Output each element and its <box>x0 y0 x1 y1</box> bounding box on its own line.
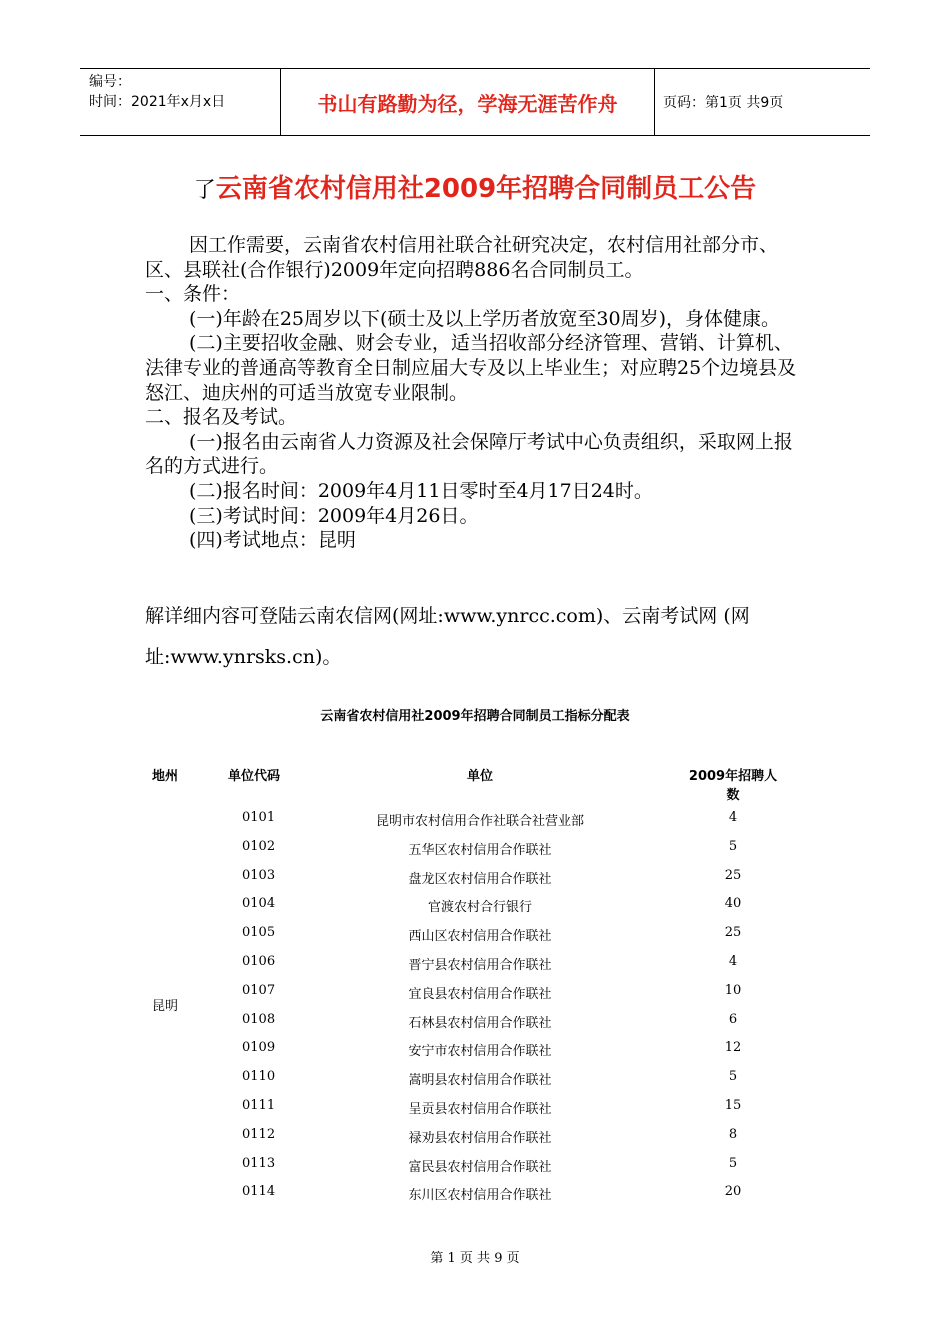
unit-name-cell: 昆明市农村信用合作社联合社营业部 <box>375 814 584 829</box>
recruit-count-cell: 10 <box>724 982 742 998</box>
recruit-count-cell: 25 <box>724 867 742 883</box>
table-row <box>0 1038 950 1067</box>
unit-code-cell: 0109 <box>242 1040 276 1056</box>
table-title: 云南省农村信用社2009年招聘合同制员工指标分配表 <box>320 709 630 724</box>
section-conditions: 一、条件： <box>145 283 241 306</box>
table-row <box>0 837 950 866</box>
recruit-count-cell: 40 <box>724 896 742 912</box>
table-row <box>0 1067 950 1096</box>
table-row <box>0 1182 950 1211</box>
table-row <box>0 923 950 952</box>
recruit-count-cell: 20 <box>724 1184 742 1200</box>
table-row <box>0 808 950 837</box>
recruit-count-cell: 5 <box>728 1155 738 1171</box>
recruit-count-cell: 15 <box>724 1097 742 1113</box>
table-row <box>0 894 950 923</box>
unit-code-cell: 0112 <box>242 1126 276 1142</box>
table-row <box>0 1154 950 1183</box>
announcement-body <box>145 233 810 553</box>
unit-name-cell: 呈贡县农村信用合作联社 <box>408 1101 552 1117</box>
table-row <box>0 866 950 895</box>
page-footer: 第 1 页 共 9 页 <box>430 1251 520 1266</box>
website-note <box>145 596 825 678</box>
table-header-count: 2009年招聘人数 <box>688 769 778 803</box>
unit-code-cell: 0114 <box>242 1184 276 1200</box>
unit-code-cell: 0113 <box>242 1155 276 1171</box>
paragraph-exam-location: (四)考试地点：昆明 <box>189 529 356 552</box>
recruit-count-cell: 8 <box>728 1126 738 1142</box>
table-row <box>0 1096 950 1125</box>
unit-name-cell: 禄劝县农村信用合作联社 <box>408 1130 552 1146</box>
unit-name-cell: 盘龙区农村信用合作联社 <box>408 871 552 887</box>
header-info-cell <box>80 69 281 135</box>
table-row <box>0 1125 950 1154</box>
recruit-count-cell: 25 <box>724 925 742 941</box>
header-page-info: 页码：第1页 共9页 <box>663 95 784 111</box>
unit-code-cell: 0103 <box>242 867 276 883</box>
recruit-count-cell: 4 <box>728 810 738 825</box>
unit-name-cell: 东川区农村信用合作联社 <box>408 1188 552 1204</box>
document-title <box>0 168 950 205</box>
title-prefix: 了 <box>193 178 216 203</box>
document-number-label: 编号： <box>89 74 131 90</box>
table-header-region: 地州 <box>152 769 179 784</box>
table-header-code: 单位代码 <box>228 769 281 784</box>
unit-code-cell: 0107 <box>242 982 276 998</box>
recruit-count-cell: 5 <box>728 838 738 854</box>
paragraph-intro: 因工作需要，云南省农村信用社联合社研究决定，农村信用社部分市、区、县联社(合作银行)2009年定向招聘886名合同制员工。 <box>145 234 779 281</box>
section-registration: 二、报名及考试。 <box>145 406 298 429</box>
table-body <box>0 808 950 1211</box>
unit-code-cell: 0108 <box>242 1011 276 1027</box>
unit-code-cell: 0102 <box>242 838 276 854</box>
unit-code-cell: 0111 <box>242 1097 276 1113</box>
unit-name-cell: 五华区农村信用合作联社 <box>408 842 552 858</box>
unit-name-cell: 西山区农村信用合作联社 <box>408 929 552 945</box>
website-note-line1: 解详细内容可登陆云南农信网(网址:www.ynrcc.com)、云南考试网 (网 <box>145 605 750 627</box>
unit-code-cell: 0104 <box>242 896 276 912</box>
table-row <box>0 1010 950 1039</box>
document-time-label: 时间：2021年x月x日 <box>89 94 226 110</box>
recruit-count-cell: 12 <box>724 1040 742 1056</box>
recruit-count-cell: 4 <box>728 953 738 969</box>
unit-name-cell: 富民县农村信用合作联社 <box>408 1159 552 1175</box>
table-row <box>0 952 950 981</box>
unit-name-cell: 嵩明县农村信用合作联社 <box>408 1073 552 1089</box>
unit-code-cell: 0106 <box>242 953 276 969</box>
website-note-line2: 址:www.ynrsks.cn)。 <box>145 646 342 668</box>
header-table <box>80 68 870 136</box>
unit-code-cell: 0101 <box>242 810 276 825</box>
unit-name-cell: 官渡农村合行银行 <box>427 900 532 916</box>
unit-code-cell: 0110 <box>242 1069 276 1085</box>
paragraph-exam-time: (三)考试时间：2009年4月26日。 <box>189 504 479 527</box>
unit-name-cell: 安宁市农村信用合作联社 <box>408 1044 552 1060</box>
header-motto: 书山有路勤为径，学海无涯苦作舟 <box>281 69 655 135</box>
table-region-cell: 昆明 <box>152 999 179 1014</box>
table-row <box>0 981 950 1010</box>
unit-name-cell: 石林县农村信用合作联社 <box>408 1015 552 1031</box>
recruit-count-cell: 5 <box>728 1069 738 1085</box>
recruit-count-cell: 6 <box>728 1011 738 1027</box>
title-text: 云南省农村信用社2009年招聘合同制员工公告 <box>215 174 757 204</box>
unit-name-cell: 宜良县农村信用合作联社 <box>408 986 552 1002</box>
paragraph-major: (二)主要招收金融、财会专业，适当招收部分经济管理、营销、计算机、法律专业的普通高等教育全日制应届大专及以上毕业生；对应聘25个边境县及怒江、迪庆州的可适当放宽专业限制。 <box>145 332 797 404</box>
table-header-unit: 单位 <box>466 769 493 784</box>
unit-code-cell: 0105 <box>242 925 276 941</box>
paragraph-age: (一)年龄在25周岁以下(硕士及以上学历者放宽至30周岁)，身体健康。 <box>189 307 781 330</box>
paragraph-registration-time: (二)报名时间：2009年4月11日零时至4月17日24时。 <box>189 479 653 502</box>
paragraph-registration-org: (一)报名由云南省人力资源及社会保障厅考试中心负责组织，采取网上报名的方式进行。 <box>145 430 793 478</box>
unit-name-cell: 晋宁县农村信用合作联社 <box>408 957 552 973</box>
